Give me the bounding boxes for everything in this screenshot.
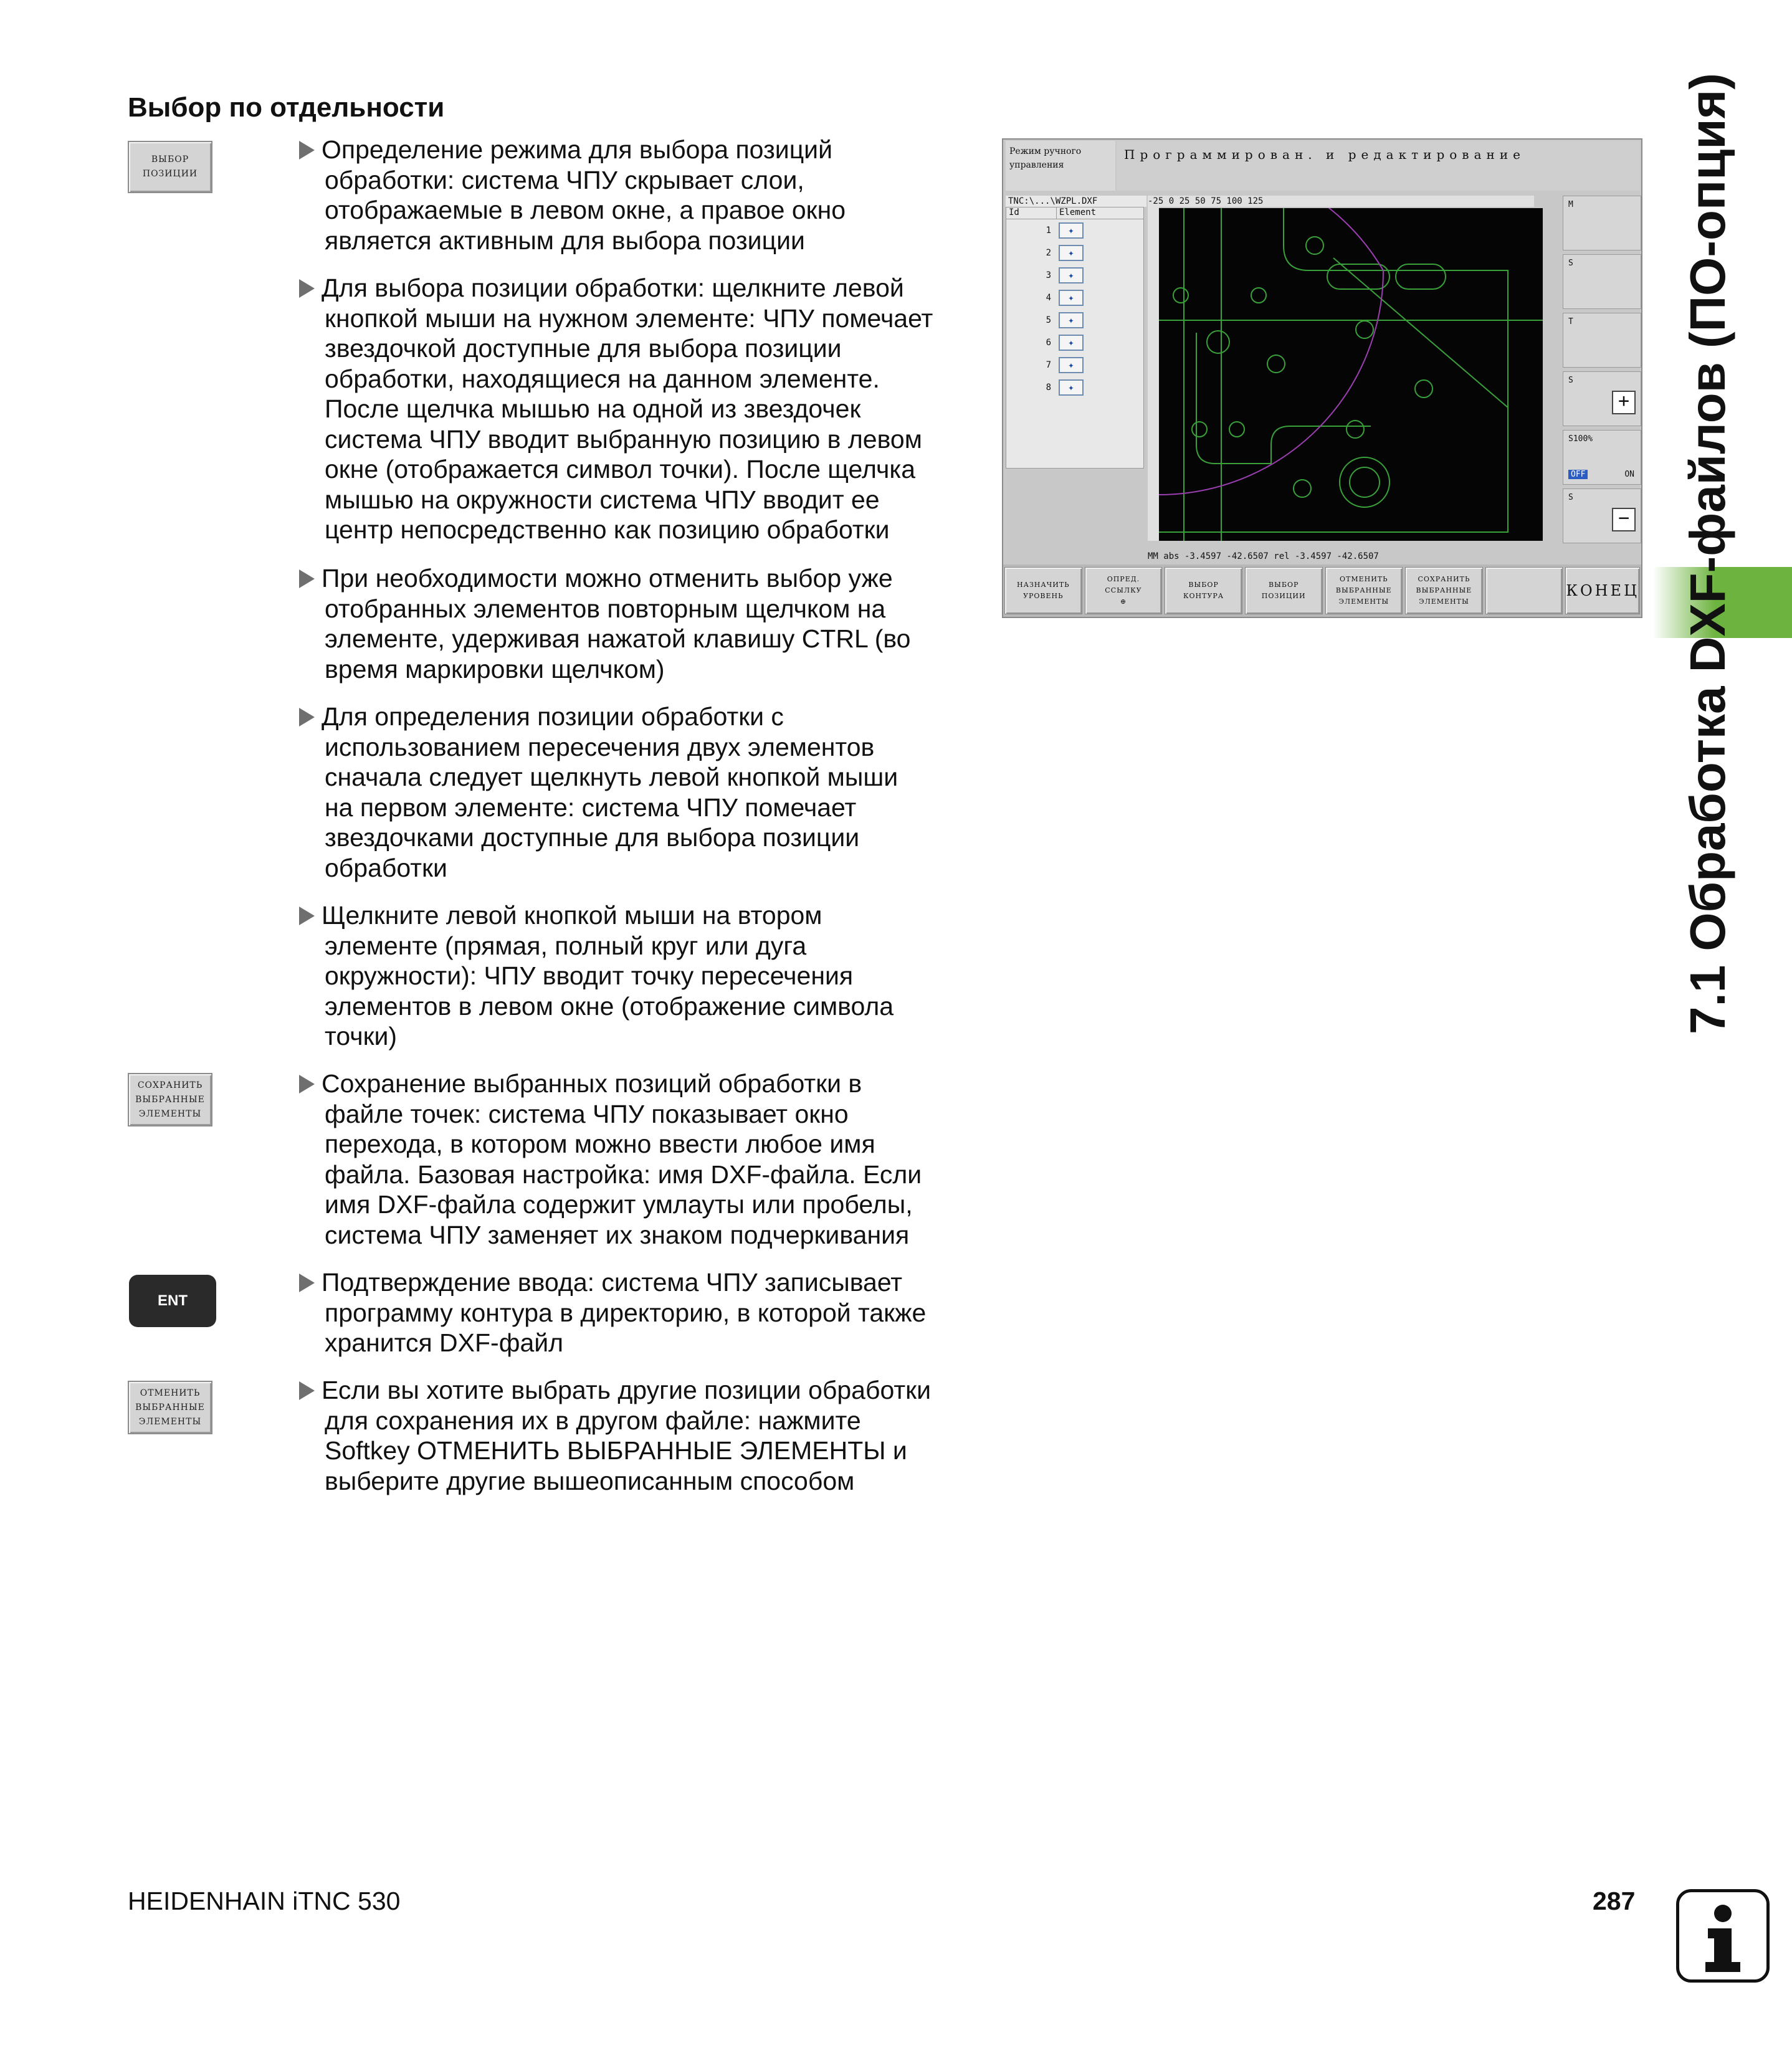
ent-key: ENT: [129, 1275, 216, 1327]
triangle-bullet-icon: [299, 1274, 315, 1292]
step-line: окне (отображается символ точки). После щелчка: [325, 455, 916, 483]
side-tile-m[interactable]: [1563, 196, 1641, 250]
step-line: система ЧПУ заменяет их знаком подчеркивания: [325, 1220, 910, 1249]
cad-line: [1333, 258, 1508, 407]
list-item-id: 3: [1046, 270, 1051, 280]
hole-circle: [1415, 380, 1432, 398]
softkey-label: СОХРАНИТЬ: [137, 1080, 203, 1090]
step-line: Для выбора позиции обработки: щелкните левой: [322, 274, 904, 302]
list-item-id: 7: [1046, 360, 1051, 370]
step-line: файле точек: система ЧПУ показывает окно: [325, 1099, 849, 1128]
step-line: сначала следует щелкнуть левой кнопкой мыши: [325, 763, 898, 791]
hole-circle: [1251, 288, 1266, 303]
mode-label: Режим ручного: [1009, 146, 1082, 156]
list-header: [1006, 207, 1143, 219]
softkey-label: ВЫБРАННЫЕ: [135, 1094, 205, 1105]
list-item[interactable]: [1006, 242, 1143, 264]
step-line: на первом элементе: система ЧПУ помечает: [325, 793, 857, 822]
triangle-bullet-icon: [299, 569, 315, 588]
element-list: [1006, 207, 1144, 469]
side-tile-label: S: [1568, 376, 1573, 385]
section-title: Выбор по отдельности: [128, 92, 445, 123]
step-line: программу контура в директорию, в которой также: [325, 1298, 927, 1327]
softkey-label: ОПРЕД.: [1107, 575, 1140, 583]
step-line: При необходимости можно отменить выбор уже: [322, 564, 893, 593]
step-line: звездочками доступные для выбора позиции: [325, 823, 860, 852]
side-tile-label: S: [1568, 259, 1573, 268]
step-line: имя DXF-файла содержит умлауты или пробелы,: [325, 1190, 913, 1219]
step-line: точки): [325, 1022, 398, 1050]
step-line: Определение режима для выбора позиций: [322, 135, 832, 164]
point-element-icon: ✦: [1059, 335, 1084, 351]
softkey-label: ЭЛЕМЕНТЫ: [138, 1108, 202, 1119]
select-position-softkey-screen[interactable]: [1245, 567, 1323, 614]
triangle-bullet-icon: [299, 279, 315, 298]
tnc-screenshot: [1002, 138, 1642, 618]
step-line: обработки: [325, 853, 447, 882]
mode-label: управления: [1009, 160, 1064, 170]
list-item[interactable]: [1006, 309, 1143, 331]
step-item: [298, 900, 971, 1052]
list-item-id: 2: [1046, 248, 1051, 258]
step-line: звездочкой доступные для выбора позиции: [325, 334, 842, 363]
point-element-icon: ✦: [1059, 245, 1084, 261]
side-panel: [1563, 196, 1641, 547]
side-tile-label: M: [1568, 200, 1573, 209]
step-line: элементов в левом окне (отображение символа: [325, 991, 894, 1021]
softkey-label: ВЫБОР: [1268, 581, 1299, 589]
point-element-icon: ✦: [1059, 267, 1084, 283]
triangle-bullet-icon: [299, 141, 315, 160]
coordinate-readout: MM abs -3.4597 -42.6507 rel -3.4597 -42.6507: [1148, 551, 1379, 561]
list-item-id: 5: [1046, 315, 1051, 325]
step-line: файла. Базовая настройка: имя DXF-файла. Если: [325, 1160, 922, 1189]
softkey-label: ВЫБРАННЫЕ: [1416, 586, 1472, 594]
column-header-element: Element: [1059, 207, 1097, 217]
hole-circle: [1346, 421, 1364, 438]
screen-title: Программирован. и редактирование: [1117, 141, 1640, 191]
softkey-label: ЭЛЕМЕНТЫ: [1338, 598, 1389, 606]
hole-circle: [1192, 422, 1207, 437]
triangle-bullet-icon: [299, 907, 315, 925]
softkey-label: УРОВЕНЬ: [1023, 592, 1064, 600]
side-tile-t[interactable]: [1563, 313, 1641, 368]
chapter-title: 7.1 Обработка DXF-файлов (ПО-опция): [1680, 73, 1735, 1034]
softkey-label: КОНТУРА: [1183, 592, 1224, 600]
softkey-label: СОХРАНИТЬ: [1418, 575, 1470, 583]
step-item: [298, 702, 971, 883]
step-item: [298, 1267, 971, 1358]
horizontal-ruler: -25 0 25 50 75 100 125: [1148, 196, 1534, 207]
step-line: кнопкой мыши на нужном элементе: ЧПУ помечает: [325, 303, 933, 333]
point-element-icon: ✦: [1059, 290, 1084, 306]
step-line: Softkey ОТМЕНИТЬ ВЫБРАННЫЕ ЭЛЕМЕНТЫ и: [325, 1436, 907, 1465]
step-line: окружности): ЧПУ вводит точку пересечения: [325, 961, 854, 990]
step-line: Если вы хотите выбрать другие позиции обработки: [322, 1376, 931, 1404]
page-number: 287: [1593, 1887, 1636, 1915]
softkey-label: ПОЗИЦИИ: [142, 169, 198, 179]
softkey-label: ОТМЕНИТЬ: [1340, 575, 1388, 583]
step-line: обработки: система ЧПУ скрывает слои,: [325, 165, 804, 194]
step-line: элементе, удерживая нажатой клавишу CTRL (во: [325, 624, 911, 653]
select-position-softkey: [128, 141, 212, 193]
step-line: Щелкните левой кнопкой мыши на втором: [322, 901, 822, 930]
step-item: [298, 1375, 971, 1496]
select-contour-softkey[interactable]: [1165, 567, 1242, 614]
cad-line: [1159, 208, 1543, 541]
cancel-selected-softkey-screen[interactable]: [1325, 567, 1403, 614]
hole-circle: [1356, 321, 1373, 338]
softkey-label: НАЗНАЧИТЬ: [1017, 581, 1070, 589]
point-element-icon: ✦: [1059, 357, 1084, 373]
step-line: обработки, находящиеся на данном элементе.: [325, 364, 880, 393]
side-tile-s-minus[interactable]: [1563, 488, 1641, 543]
hole-circle: [1173, 288, 1188, 303]
side-tile-s100[interactable]: [1563, 430, 1641, 485]
step-line: мышью на окружности система ЧПУ вводит ее: [325, 485, 880, 514]
list-item[interactable]: [1006, 331, 1143, 354]
hole-circle: [1294, 480, 1311, 497]
column-header-id: Id: [1006, 207, 1057, 219]
step-line: После щелчка мышью на одной из звездочек: [325, 394, 861, 423]
side-tile-s-plus[interactable]: [1563, 371, 1641, 426]
crosshair-icon: ⊕: [1120, 598, 1127, 606]
footer-product: HEIDENHAIN iTNC 530: [128, 1887, 401, 1915]
hole-circle: [1350, 467, 1380, 497]
list-item[interactable]: [1006, 354, 1143, 376]
list-item[interactable]: [1006, 287, 1143, 309]
step-line: время маркировки щелчком): [325, 654, 665, 683]
cad-drawing-view[interactable]: [1159, 208, 1543, 541]
info-icon: [1676, 1889, 1770, 1983]
side-tile-label: S100%: [1568, 434, 1593, 444]
step-item: [298, 1069, 971, 1250]
softkey-label: ВЫБРАННЫЕ: [1335, 586, 1392, 594]
list-item[interactable]: [1006, 219, 1143, 242]
softkey-label: ВЫБОР: [151, 155, 189, 164]
assign-layer-softkey[interactable]: [1004, 567, 1082, 614]
hole-circle: [1229, 422, 1244, 437]
triangle-bullet-icon: [299, 1381, 315, 1400]
softkey-label: ЭЛЕМЕНТЫ: [1419, 598, 1469, 606]
hole-circle: [1207, 331, 1229, 353]
on-toggle[interactable]: ON: [1624, 470, 1634, 479]
step-item: [298, 273, 971, 545]
minus-icon[interactable]: −: [1612, 508, 1636, 531]
step-line: является активным для выбора позиции: [325, 226, 805, 255]
list-item[interactable]: [1006, 376, 1143, 399]
softkey-bar: [1003, 564, 1641, 617]
side-tile-label: S: [1568, 493, 1573, 502]
cad-slot: [1327, 264, 1389, 289]
save-selected-softkey: [128, 1073, 212, 1126]
mode-panel: [1006, 141, 1115, 191]
softkey-label: ВЫБРАННЫЕ: [135, 1402, 205, 1412]
plus-icon[interactable]: +: [1612, 391, 1636, 414]
cancel-selected-softkey: [128, 1381, 212, 1434]
point-element-icon: ✦: [1059, 312, 1084, 328]
cad-slot: [1396, 264, 1446, 289]
list-item-id: 8: [1046, 383, 1051, 393]
softkey-label: ПОЗИЦИИ: [1261, 592, 1306, 600]
step-line: отобранных элементов повторным щелчком на: [325, 594, 886, 623]
hole-circle: [1340, 457, 1389, 507]
file-path: TNC:\...\WZPL.DXF: [1006, 196, 1146, 207]
end-softkey[interactable]: КОНЕЦ: [1565, 567, 1640, 614]
step-line: выберите другие вышеописанным способом: [325, 1466, 855, 1495]
step-line: центр непосредственно как позицию обработки: [325, 515, 890, 544]
point-element-icon: ✦: [1059, 222, 1084, 239]
step-line: Сохранение выбранных позиций обработки в: [322, 1069, 862, 1098]
hole-circle: [1267, 355, 1285, 373]
step-line: система ЧПУ вводит выбранную позицию в левом: [325, 424, 922, 454]
list-item-id: 1: [1046, 226, 1051, 236]
step-item: [298, 135, 971, 255]
save-selected-softkey-screen[interactable]: [1405, 567, 1483, 614]
side-tile-s[interactable]: [1563, 254, 1641, 309]
softkey-label: ВЫБОР: [1188, 581, 1219, 589]
list-item[interactable]: [1006, 264, 1143, 287]
list-item-id: 6: [1046, 338, 1051, 348]
list-item-id: 4: [1046, 293, 1051, 303]
step-line: использованием пересечения двух элементов: [325, 732, 875, 761]
point-element-icon: ✦: [1059, 379, 1084, 396]
cad-drawing: [1159, 208, 1543, 541]
step-line: для сохранения их в другом файле: нажмите: [325, 1406, 861, 1435]
softkey-label: ОТМЕНИТЬ: [140, 1388, 201, 1398]
define-reference-softkey[interactable]: [1085, 567, 1163, 614]
softkey-label: ССЫЛКУ: [1105, 586, 1142, 594]
vertical-ruler: [1148, 207, 1159, 541]
empty-softkey[interactable]: [1485, 567, 1563, 614]
step-line: хранится DXF-файл: [325, 1328, 564, 1357]
triangle-bullet-icon: [299, 708, 315, 726]
step-line: перехода, в котором можно ввести любое имя: [325, 1130, 875, 1158]
step-line: Для определения позиции обработки с: [322, 702, 784, 731]
softkey-label: ЭЛЕМЕНТЫ: [138, 1416, 202, 1427]
step-line: элементе (прямая, полный круг или дуга: [325, 931, 807, 960]
cad-contour: [1159, 208, 1508, 532]
step-item: [298, 563, 971, 684]
step-line: отображаемые в левом окне, а правое окно: [325, 196, 846, 224]
step-line: Подтверждение ввода: система ЧПУ записывает: [322, 1268, 903, 1297]
triangle-bullet-icon: [299, 1075, 315, 1093]
hole-circle: [1306, 237, 1323, 254]
off-toggle[interactable]: OFF: [1568, 470, 1588, 479]
side-tile-label: T: [1568, 317, 1573, 326]
